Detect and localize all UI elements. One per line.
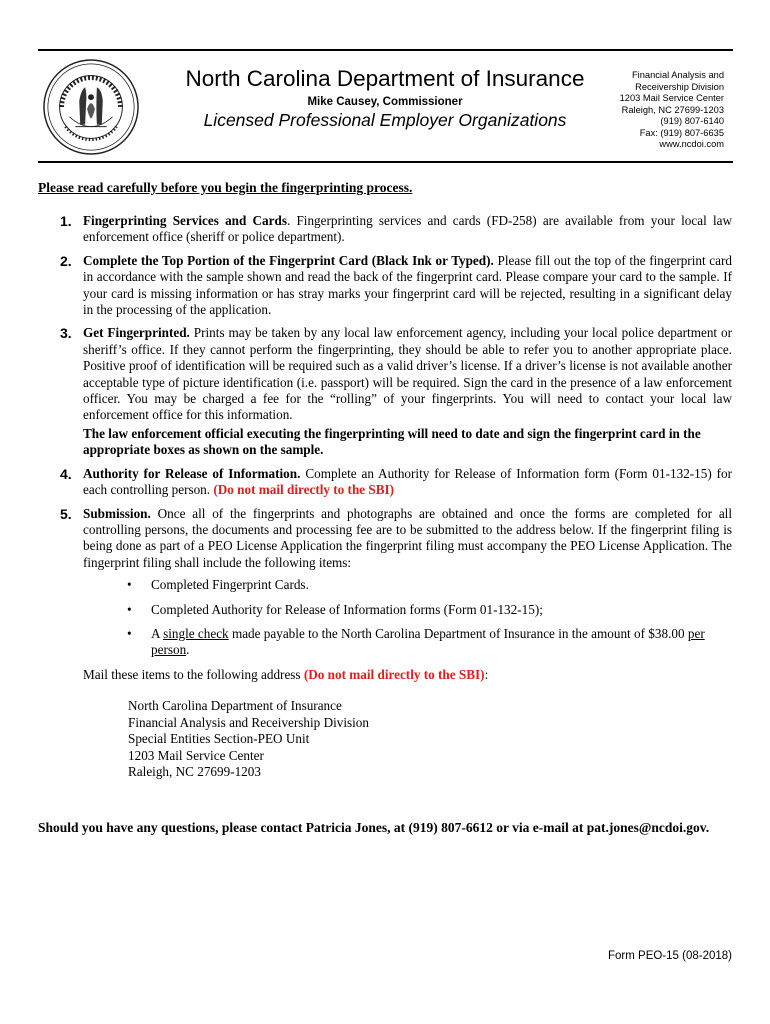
mail-text: Mail these items to the following address (83, 666, 304, 682)
item-number: 4. (60, 465, 72, 482)
bullet-text: Completed Authority for Release of Information forms (Form 01-132-15); (151, 601, 543, 617)
division-line: Receivership Division (635, 81, 724, 92)
division-contact-block (574, 70, 724, 151)
item-heading: Submission. (83, 505, 151, 521)
bullet-text: Completed Fingerprint Cards. (151, 577, 309, 593)
address-line: Raleigh, NC 27699-1203 (128, 764, 261, 780)
address-line: North Carolina Department of Insurance (128, 698, 342, 714)
list-item: • A single check made payable to the North Carolina Department of Insurance in the amount of $38.00 per person. (127, 625, 705, 658)
division-website-link[interactable]: www.ncdoi.com (659, 139, 724, 149)
division-line: Raleigh, NC 27699-1203 (621, 104, 724, 115)
address-line: Special Entities Section-PEO Unit (128, 731, 310, 747)
mail-text: : (484, 666, 489, 682)
item-heading: Get Fingerprinted. (83, 325, 190, 341)
instruction-item (38, 253, 732, 319)
item-body: Fingerprinting services and cards (FD-258) are available from your local law enforcement office (sheriff or police department). (83, 213, 732, 245)
item-body: Complete an Authority for Release of Information form (Form 01-132-15) for each controlling person. (83, 465, 733, 498)
item-heading-sep: . (286, 213, 291, 228)
instruction-item (38, 466, 732, 499)
bullet-text: . (186, 642, 190, 658)
instruction-item (38, 506, 732, 572)
mailing-address (38, 698, 732, 781)
item-body: Once all of the fingerprints and photographs are obtained and once the forms are completed for all controlling persons, the documents and processing fee are to be submitted to the address below. If the fingerprint filing is being done as part of a PEO License Application the fingerprint filing must accompany the PEO License Application. The fingerprint filing shall include the following items: (83, 505, 732, 570)
list-item: • Completed Fingerprint Cards. (127, 577, 309, 593)
document-subtitle: Licensed Professional Employer Organizations (203, 110, 567, 130)
sbi-warning: (Do not mail directly to the SBI) (213, 482, 395, 498)
address-line: 1203 Mail Service Center (128, 747, 264, 763)
state-seal-icon (42, 58, 140, 156)
item-number: 1. (60, 213, 72, 229)
item-heading: Authority for Release of Information. (83, 465, 301, 481)
item-heading: Fingerprinting Services and Cards (83, 213, 287, 228)
department-title: North Carolina Department of Insurance (185, 66, 585, 91)
header-top-rule (38, 49, 733, 51)
item-body: Prints may be taken by any local law enforcement agency, including your local police department or sheriff’s office. If they cannot perform the fingerprinting, they should be able to refer you to another appropriate place. Positive proof of identification will be required such as a valid driver’s license. If a driver’s license is not available another acceptable type of picture identification (i.e. passport) will be required. Sign the card in the presence of a law enforcement officer. You may be charged a fee for the “rolling” of your fingerprints. You will need to contact your local law enforcement office for this information. (83, 325, 732, 423)
instruction-item (38, 213, 732, 246)
single-check-text: single check (163, 625, 229, 641)
header-bottom-rule (38, 161, 733, 163)
submission-items-list (38, 577, 732, 659)
division-phone: (919) 807-6140 (660, 116, 724, 126)
instructions-list (38, 213, 732, 781)
division-fax: Fax: (919) 807-6635 (639, 127, 724, 138)
intro-heading: Please read carefully before you begin the fingerprinting process. (38, 180, 413, 195)
commissioner-name: Mike Causey, Commissioner (307, 96, 463, 108)
item-heading: Complete the Top Portion of the Fingerprint Card (Black Ink or Typed). (83, 252, 494, 268)
division-line: Financial Analysis and (632, 70, 724, 80)
mail-instruction (38, 667, 732, 683)
item-number: 5. (60, 505, 72, 522)
address-line: Financial Analysis and Receivership Division (128, 714, 369, 730)
item-body: Please fill out the top of the fingerprint card in accordance with the sample shown and read the back of the fingerprint card. Please compare your card to the sample. If your card is missing information or has stray marks your fingerprint card will be rejected, resulting in a significant delay in the processing of the application. (83, 252, 732, 318)
list-item: • Completed Authority for Release of Information forms (Form 01-132-15); (127, 601, 543, 617)
contact-info: Should you have any questions, please contact Patricia Jones, at (919) 807-6612 or via e-mail at pat.jones@ncdoi.gov. (38, 820, 710, 835)
sbi-warning: (Do not mail directly to the SBI) (303, 666, 485, 682)
per-person-text: per person (151, 625, 705, 658)
item-number: 3. (60, 325, 72, 342)
instruction-item (38, 325, 732, 423)
bullet-text: made payable to the North Carolina Department of Insurance in the amount of $38.00 (228, 625, 688, 641)
bullet-text: A (151, 625, 164, 641)
division-line: 1203 Mail Service Center (619, 93, 724, 103)
item-note: The law enforcement official executing the fingerprinting will need to date and sign the fingerprint card in the appropriate boxes as shown on the sample. (83, 425, 701, 458)
item-number: 2. (60, 252, 72, 269)
form-number: Form PEO-15 (08-2018) (608, 950, 732, 962)
